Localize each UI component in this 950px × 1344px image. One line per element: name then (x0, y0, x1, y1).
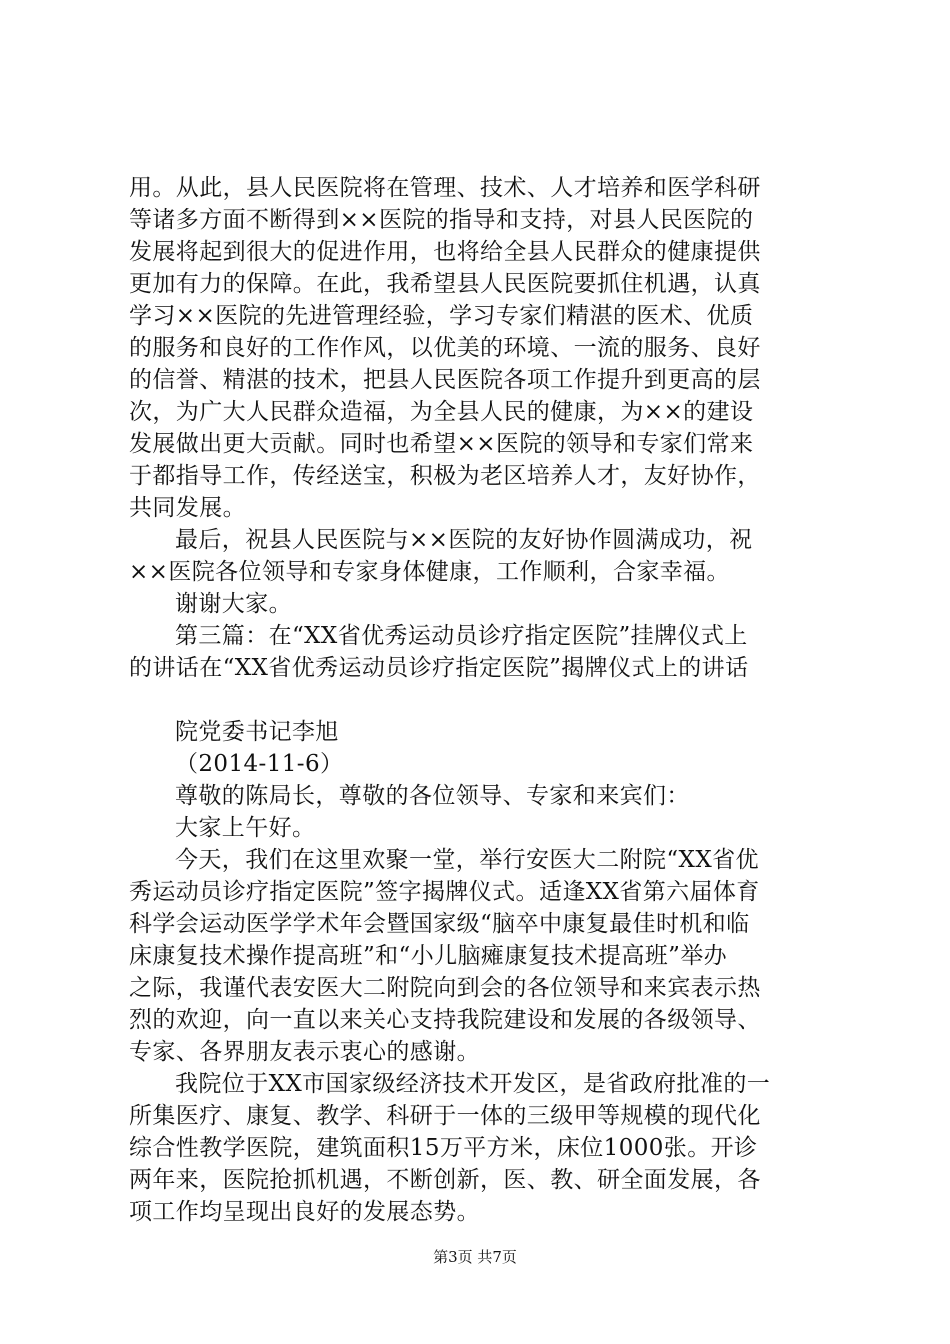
text-line: 更加有力的保障。在此，我希望县人民医院要抓住机遇，认真 (129, 271, 761, 297)
text-line: 的服务和良好的工作作风，以优美的环境、一流的服务、良好 (129, 335, 761, 361)
text-line: 项工作均呈现出良好的发展态势。 (129, 1199, 480, 1225)
text-line: 发展将起到很大的促进作用，也将给全县人民群众的健康提供 (129, 239, 761, 265)
text-line: 综合性教学医院，建筑面积15万平方米，床位1000张。开诊 (129, 1135, 758, 1161)
text-line: 今天，我们在这里欢聚一堂，举行安医大二附院“XX省优 (175, 847, 759, 873)
text-line: 等诸多方面不断得到××医院的指导和支持，对县人民医院的 (129, 207, 754, 233)
text-line: 专家、各界朋友表示衷心的感谢。 (129, 1039, 480, 1065)
text-line: 于都指导工作，传经送宝，积极为老区培养人才，友好协作， (129, 463, 761, 489)
date-line: （2014-11-6） (175, 751, 344, 777)
text-line: 烈的欢迎，向一直以来关心支持我院建设和发展的各级领导、 (129, 1007, 761, 1033)
text-line: 学习××医院的先进管理经验，学习专家们精湛的医术、优质 (129, 303, 754, 329)
section-heading: 第三篇：在“XX省优秀运动员诊疗指定医院”挂牌仪式上 (175, 623, 748, 649)
page-footer: 第3页 共7页 (433, 1248, 517, 1266)
text-line: 共同发展。 (129, 495, 246, 521)
text-line: ××医院各位领导和专家身体健康，工作顺利，合家幸福。 (129, 559, 730, 585)
text-line: 次，为广大人民群众造福，为全县人民的健康，为××的建设 (129, 399, 754, 425)
text-line: 所集医疗、康复、教学、科研于一体的三级甲等规模的现代化 (129, 1103, 761, 1129)
text-line: 最后，祝县人民医院与××医院的友好协作圆满成功，祝 (175, 527, 753, 553)
text-line: 秀运动员诊疗指定医院”签字揭牌仪式。适逢XX省第六届体育 (129, 879, 760, 905)
text-line: 之际，我谨代表安医大二附院向到会的各位领导和来宾表示热 (129, 975, 761, 1001)
speaker-line: 院党委书记李旭 (175, 719, 339, 745)
section-heading-continued: 的讲话在“XX省优秀运动员诊疗指定医院”揭牌仪式上的讲话 (129, 655, 749, 681)
greeting-line: 大家上午好。 (175, 815, 316, 841)
salutation-line: 尊敬的陈局长，尊敬的各位领导、专家和来宾们： (175, 783, 690, 809)
text-line: 的信誉、精湛的技术，把县人民医院各项工作提升到更高的层 (129, 367, 761, 393)
text-line: 我院位于XX市国家级经济技术开发区，是省政府批准的一 (175, 1071, 771, 1097)
text-line: 床康复技术操作提高班”和“小儿脑瘫康复技术提高班”举办 (129, 943, 728, 969)
text-line: 发展做出更大贡献。同时也希望××医院的领导和专家们常来 (129, 431, 754, 457)
text-line: 两年来，医院抢抓机遇，不断创新，医、教、研全面发展，各 (129, 1167, 761, 1193)
text-line: 用。从此，县人民医院将在管理、技术、人才培养和医学科研 (129, 175, 761, 201)
text-line: 谢谢大家。 (175, 591, 292, 617)
blank-line (129, 684, 834, 716)
text-line: 科学会运动医学学术年会暨国家级“脑卒中康复最佳时机和临 (129, 911, 750, 937)
document-body (129, 172, 834, 1228)
